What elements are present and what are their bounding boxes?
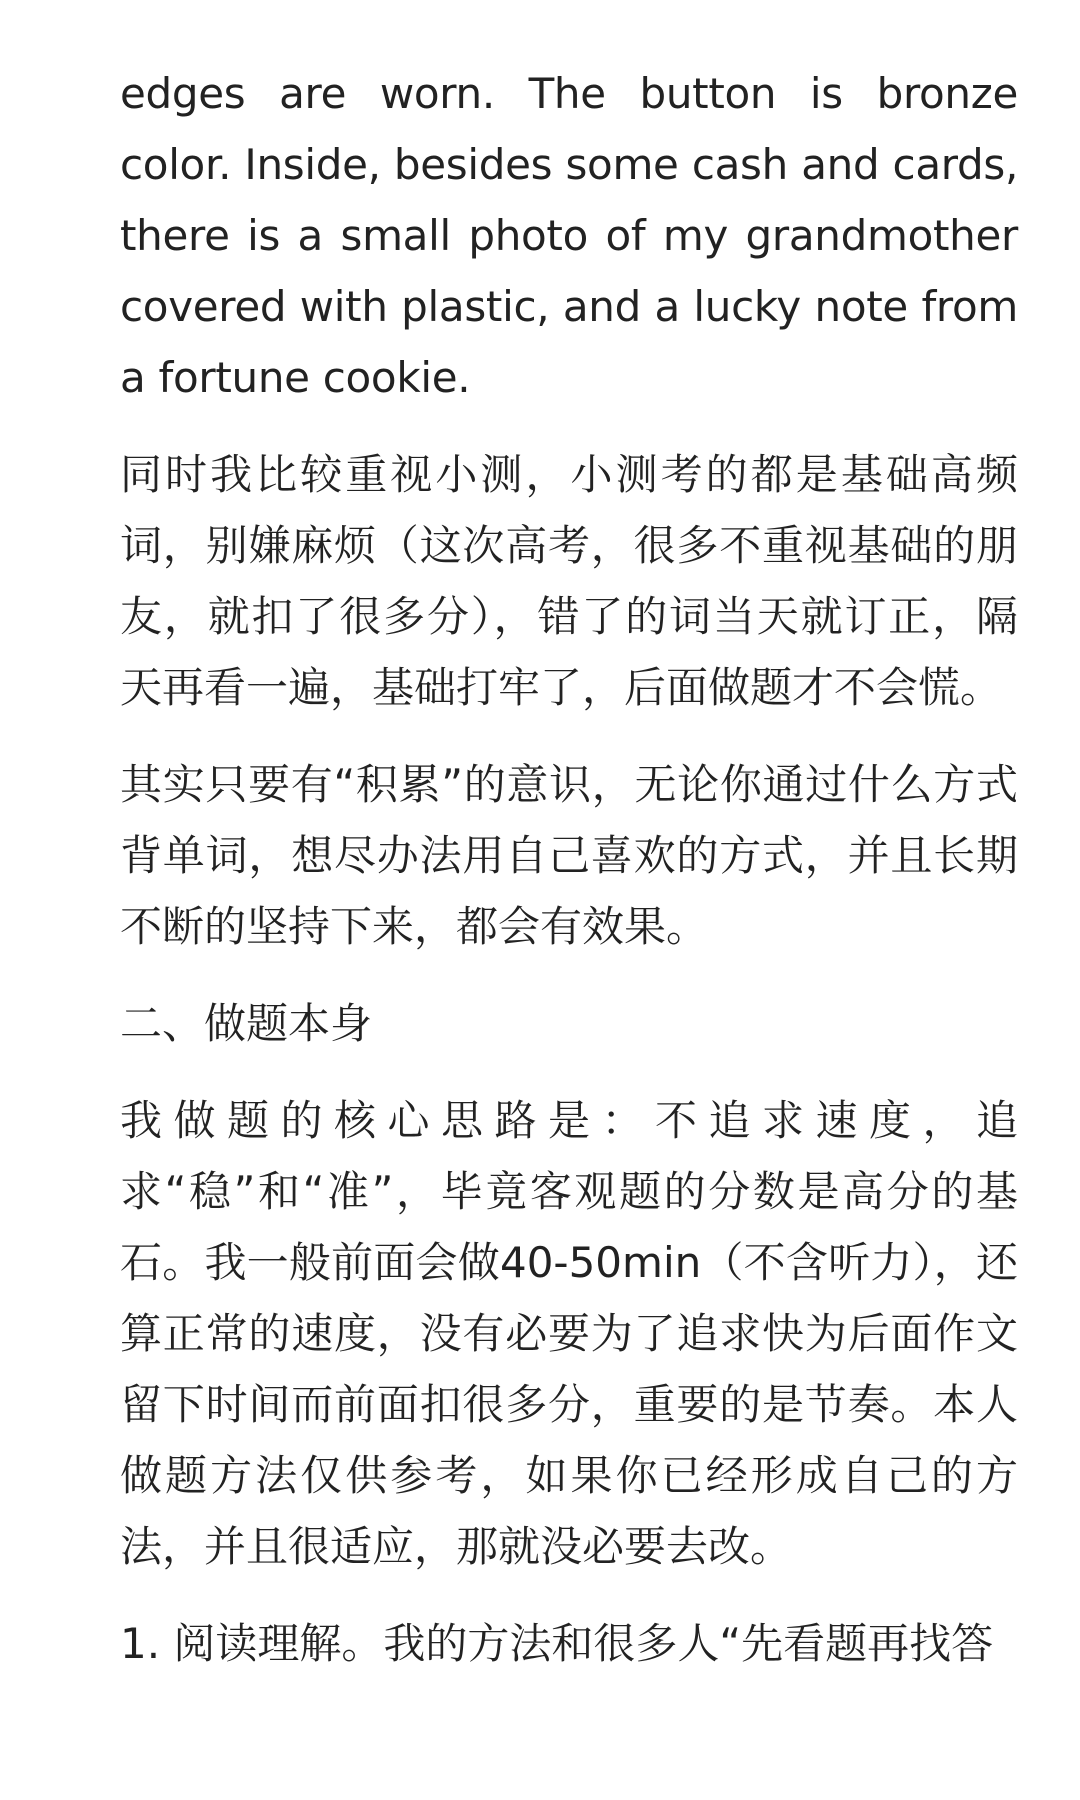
paragraph-core-approach: 我做题的核心思路是：不追求速度，追求“稳”和“准”，毕竟客观题的分数是高分的基石。我一般前面会做40-50min（不含听力），还算正常的速度，没有必要为了追求快为后面作文留下时间而前面扣很多分，重要的是节奏。本人做题方法仅供参考，如果你已经形成自己的方法，并且很适应，那就没必要去改。	[120, 1096, 1018, 1571]
paragraph-reading-comprehension: 1. 阅读理解。我的方法和很多人“先看题再找答	[120, 1619, 994, 1668]
article-body	[120, 58, 1018, 1705]
paragraph-quiz-importance: 同时我比较重视小测，小测考的都是基础高频词，别嫌麻烦（这次高考，很多不重视基础的朋友，就扣了很多分），错了的词当天就订正，隔天再看一遍，基础打牢了，后面做题才不会慌。	[120, 450, 1018, 712]
paragraph-accumulation: 其实只要有“积累”的意识，无论你通过什么方式背单词，想尽办法用自己喜欢的方式，并且长期不断的坚持下来，都会有效果。	[120, 760, 1018, 951]
section-heading: 二、做题本身	[120, 999, 373, 1048]
paragraph-wallet-description: edges are worn. The button is bronze color. Inside, besides some cash and cards, there is a small photo of my grandmother covered with plastic, and a lucky note from a fortune cookie.	[120, 69, 1018, 402]
